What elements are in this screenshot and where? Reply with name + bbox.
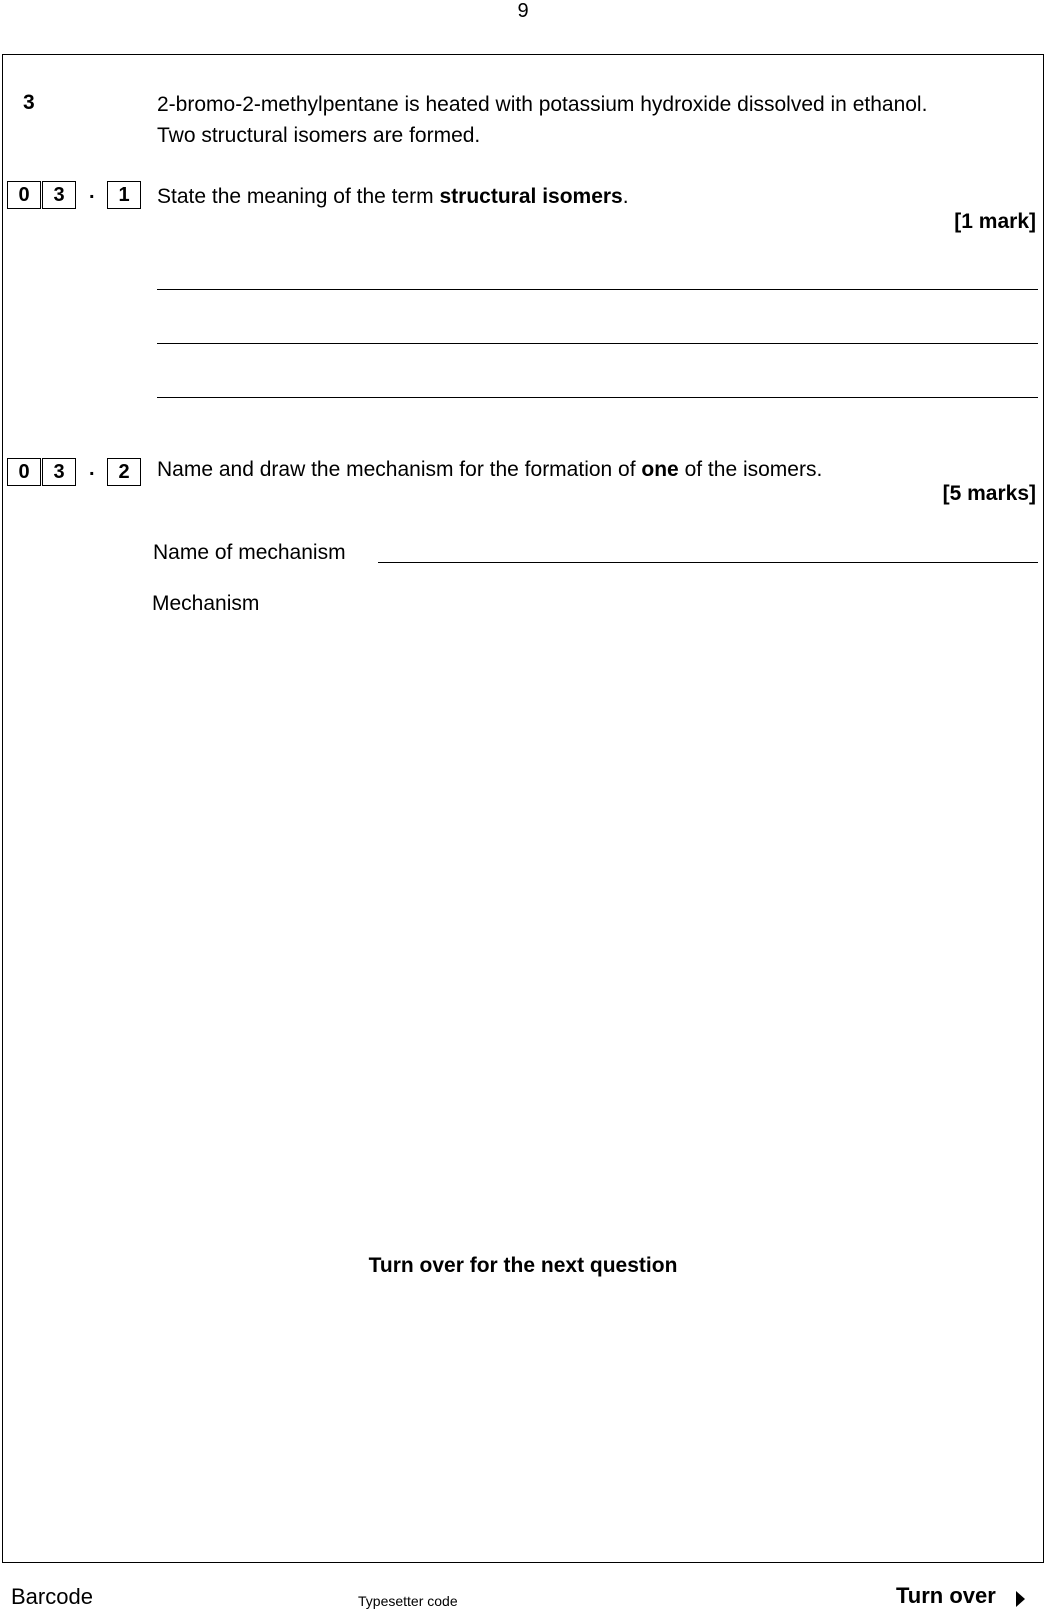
part-box-digit-2: 3 [42,181,76,209]
question-number: 3 [23,91,35,114]
answer-line-2[interactable] [157,343,1038,344]
page-number: 9 [517,0,529,22]
mechanism-name-answer-line[interactable] [378,562,1038,563]
part1-prompt-text: State the meaning of the term [157,185,440,208]
part-box-digit-3: 1 [107,181,141,209]
question-intro-line1: 2-bromo-2-methylpentane is heated with potassium hydroxide dissolved in ethanol. [157,93,928,116]
part2-prompt-text: Name and draw the mechanism for the formation of [157,458,642,481]
part-box-digit-1: 0 [7,458,41,486]
turn-over-arrow-icon [1016,1591,1025,1607]
part2-prompt-end: of the isomers. [678,458,823,481]
question-intro-line2: Two structural isomers are formed. [157,124,481,147]
part1-prompt-term: structural isomers [439,185,623,208]
part-box-digit-1: 0 [7,181,41,209]
part1-marks: [1 mark] [954,210,1036,233]
mechanism-name-label: Name of mechanism [153,541,346,564]
answer-line-3[interactable] [157,397,1038,398]
part2-prompt-emphasis: one [641,458,679,481]
typesetter-code: Typesetter code [358,1593,458,1609]
part1-prompt [157,181,629,212]
part2-marks: [5 marks] [942,482,1036,505]
mechanism-answer-area[interactable] [152,622,1038,1222]
part-separator-dot: . [89,181,95,203]
part2-prompt [157,454,822,485]
barcode-label: Barcode [11,1584,93,1609]
answer-line-1[interactable] [157,289,1038,290]
part1-prompt-end: . [622,185,629,208]
mechanism-label: Mechanism [152,592,260,615]
part-box-digit-3: 2 [107,458,141,486]
part-separator-dot: . [89,458,95,480]
turn-over-next-question: Turn over for the next question [368,1254,678,1277]
turn-over-label: Turn over [896,1583,996,1608]
part-box-digit-2: 3 [42,458,76,486]
